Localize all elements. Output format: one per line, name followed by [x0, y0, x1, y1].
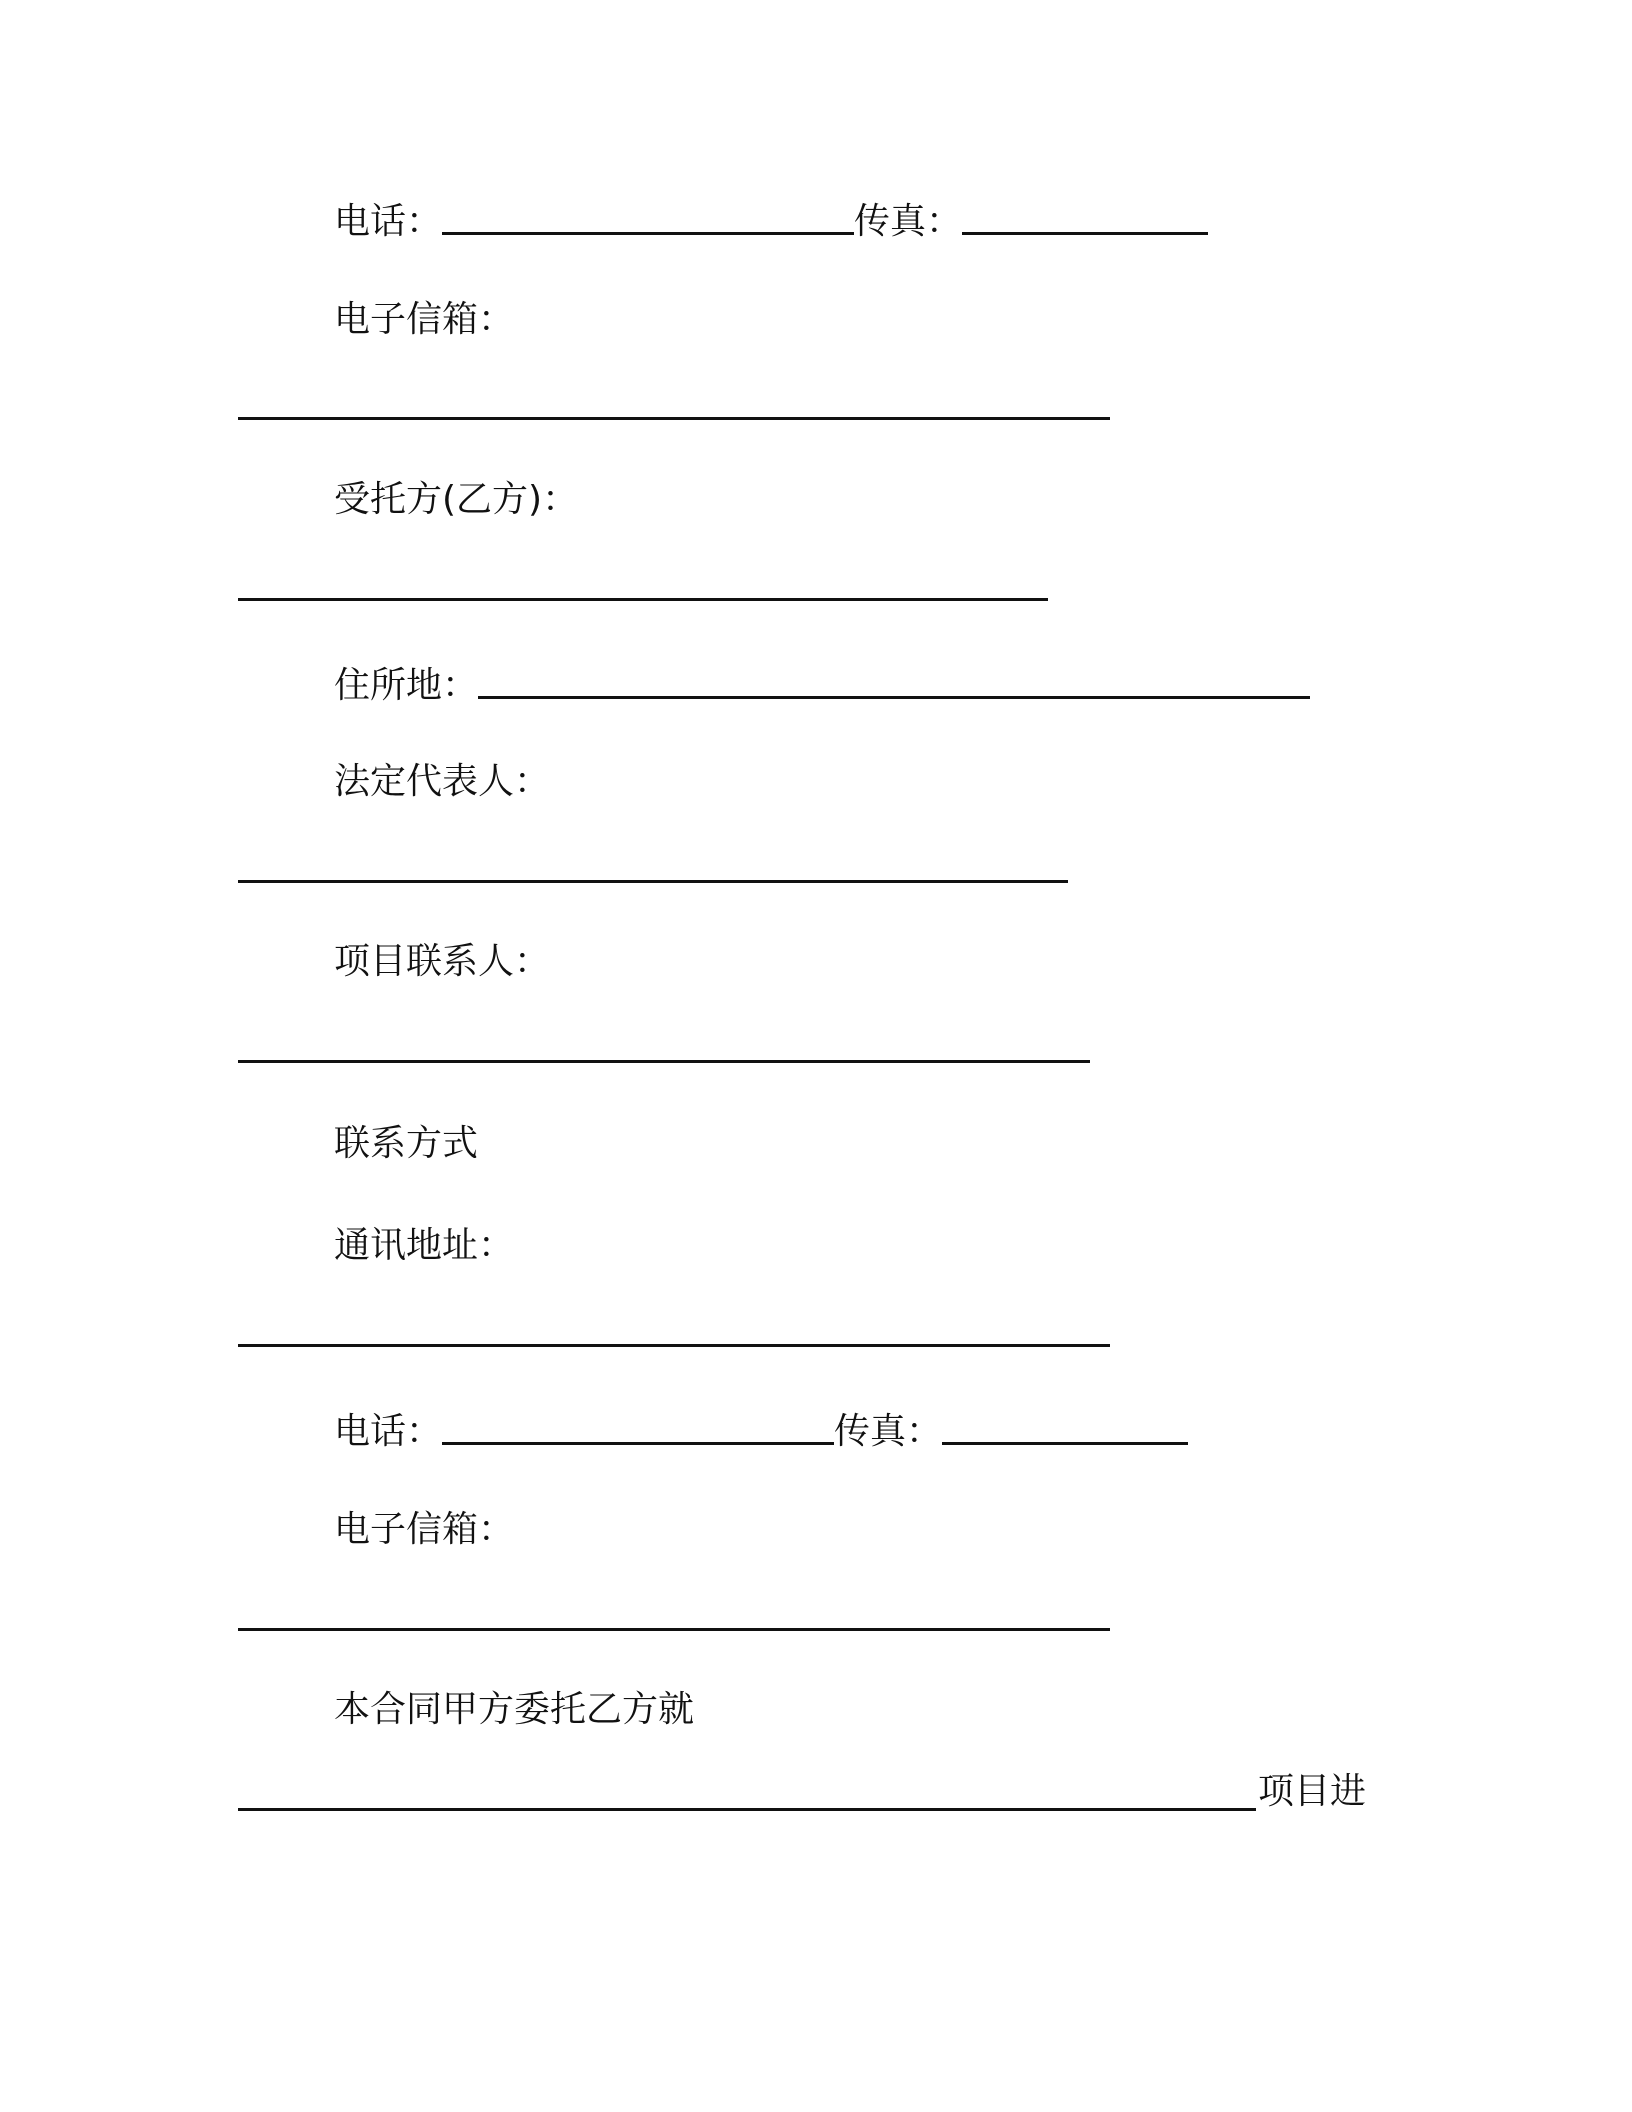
- phone-label-1: 电话：: [334, 201, 443, 242]
- project-name-blank[interactable]: [238, 1808, 1256, 1811]
- fax-label-2: 传真：: [834, 1411, 943, 1452]
- legal-rep-blank[interactable]: [238, 880, 1068, 883]
- mailing-address-label-row: [334, 1224, 514, 1268]
- email-label-row-2: [334, 1508, 514, 1552]
- project-contact-label-row: [334, 940, 550, 984]
- email-blank-2[interactable]: [238, 1628, 1110, 1631]
- phone-fax-row-1: [334, 200, 1208, 244]
- contact-method-label: 联系方式: [334, 1123, 479, 1164]
- email-label-1: 电子信箱：: [334, 299, 515, 340]
- project-contact-blank[interactable]: [238, 1060, 1090, 1063]
- mailing-address-label: 通讯地址：: [334, 1225, 515, 1266]
- mailing-address-blank[interactable]: [238, 1344, 1110, 1347]
- address-blank[interactable]: [478, 696, 1310, 699]
- project-suffix-text: 项目进: [1258, 1771, 1367, 1812]
- fax-blank-1[interactable]: [962, 232, 1208, 235]
- email-label-row-1: [334, 298, 514, 342]
- project-contact-label: 项目联系人：: [334, 941, 551, 982]
- legal-rep-label: 法定代表人：: [334, 761, 551, 802]
- phone-fax-row-2: [334, 1410, 1188, 1454]
- trustee-label-row: [334, 478, 578, 522]
- contact-method-row: [334, 1122, 478, 1166]
- contract-intro-text: 本合同甲方委托乙方就: [334, 1689, 695, 1730]
- address-row: [334, 664, 1310, 708]
- email-blank-1[interactable]: [238, 417, 1110, 420]
- fax-blank-2[interactable]: [942, 1442, 1188, 1445]
- project-suffix-row: [1258, 1770, 1366, 1814]
- phone-blank-1[interactable]: [442, 232, 854, 235]
- phone-blank-2[interactable]: [442, 1442, 834, 1445]
- email-label-2: 电子信箱：: [334, 1509, 515, 1550]
- contract-intro-row: [334, 1688, 694, 1732]
- legal-rep-label-row: [334, 760, 550, 804]
- trustee-blank[interactable]: [238, 598, 1048, 601]
- address-label: 住所地：: [334, 665, 479, 706]
- trustee-label: 受托方(乙方)：: [334, 479, 579, 520]
- fax-label-1: 传真：: [854, 201, 963, 242]
- phone-label-2: 电话：: [334, 1411, 443, 1452]
